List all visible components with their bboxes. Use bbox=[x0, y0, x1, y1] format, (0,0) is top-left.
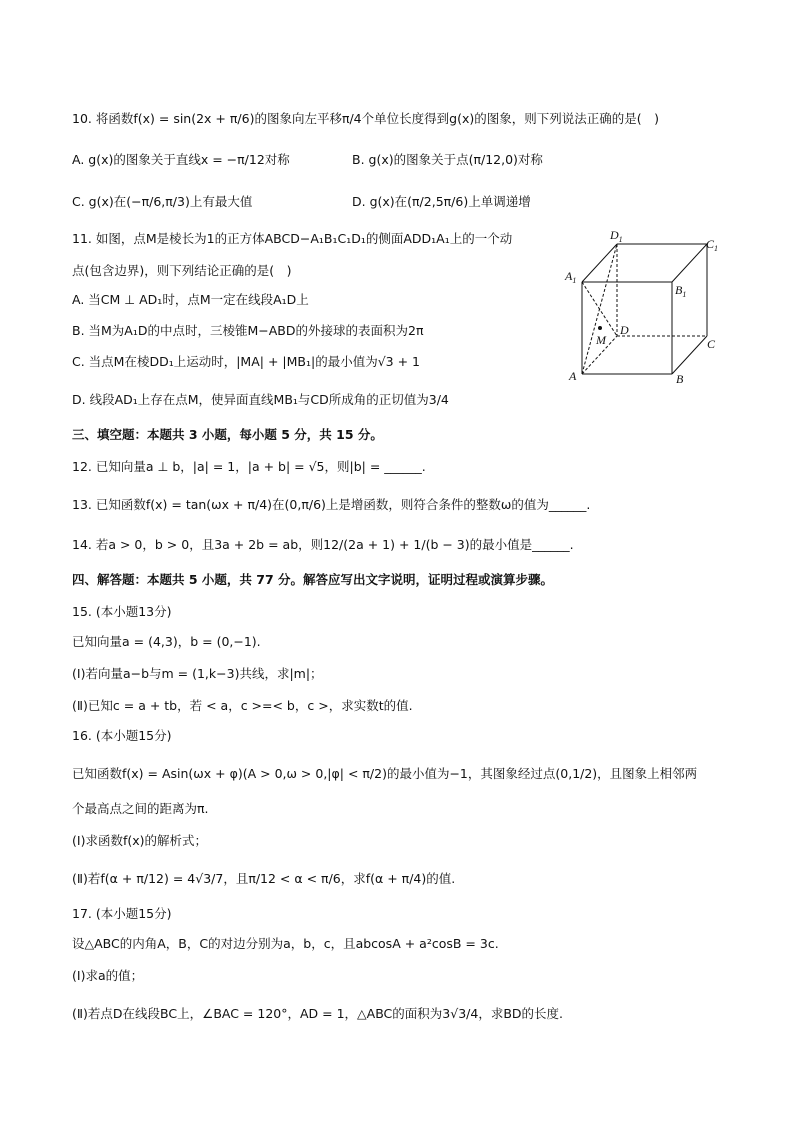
q11-option-b: B. 当M为A₁D的中点时，三棱锥M−ABD的外接球的表面积为2π bbox=[72, 323, 424, 338]
q11-option-d: D. 线段AD₁上存在点M，使异面直线MB₁与CD所成角的正切值为3/4 bbox=[72, 392, 449, 407]
section-3-title: 三、填空题：本题共 3 小题，每小题 5 分，共 15 分。 bbox=[72, 427, 383, 442]
q17-line3: (Ⅱ)若点D在线段BC上，∠BAC = 120°，AD = 1，△ABC的面积为3√3/4，求BD的长度. bbox=[72, 1006, 563, 1021]
q16-head: 16. (本小题15分) bbox=[72, 728, 172, 743]
q17-line2: (Ⅰ)求a的值； bbox=[72, 968, 144, 983]
label-b1: $B_1$ bbox=[675, 283, 687, 299]
label-d: D bbox=[620, 323, 629, 337]
section-4-title: 四、解答题：本题共 5 小题，共 77 分。解答应写出文字说明，证明过程或演算步骤。 bbox=[72, 572, 554, 587]
edge-b-c bbox=[672, 336, 707, 374]
q11-stem-line1: 11. 如图，点M是棱长为1的正方体ABCD−A₁B₁C₁D₁的侧面ADD₁A₁上的一个动 bbox=[72, 231, 513, 246]
q10-option-d: D. g(x)在(π/2,5π/6)上单调递增 bbox=[352, 194, 531, 209]
edge-a1-d1 bbox=[582, 244, 617, 282]
q14: 14. 若a > 0，b > 0，且3a + 2b = ab，则12/(2a + 1) + 1/(b − 3)的最小值是______. bbox=[72, 537, 574, 552]
q10-stem: 10. 将函数f(x) = sin(2x + π/6)的图象向左平移π/4个单位长度得到g(x)的图象，则下列说法正确的是( ) bbox=[72, 111, 659, 126]
cube-figure bbox=[562, 226, 722, 391]
label-a1: $A_1$ bbox=[565, 269, 577, 285]
q17-line1: 设△ABC的内角A，B，C的对边分别为a，b，c，且abcosA + a²cosB = 3c. bbox=[72, 936, 499, 951]
q16-line3: (Ⅰ)求函数f(x)的解析式； bbox=[72, 833, 207, 848]
point-m bbox=[598, 326, 602, 330]
q16-line1: 已知函数f(x) = Asin(ωx + φ)(A > 0,ω > 0,|φ| < π/2)的最小值为−1，其图象经过点(0,1/2)，且图象上相邻两 bbox=[72, 766, 698, 781]
q12: 12. 已知向量a ⊥ b，|a| = 1，|a + b| = √5，则|b| = ______. bbox=[72, 459, 426, 474]
label-c1: $C_1$ bbox=[706, 237, 719, 253]
q11-option-c: C. 当点M在棱DD₁上运动时，|MA| + |MB₁|的最小值为√3 + 1 bbox=[72, 354, 420, 369]
label-b: B bbox=[676, 372, 684, 386]
label-a: A bbox=[569, 369, 577, 383]
q11-stem-line2: 点(包含边界)，则下列结论正确的是( ) bbox=[72, 263, 292, 278]
q11-option-a: A. 当CM ⊥ AD₁时，点M一定在线段A₁D上 bbox=[72, 292, 309, 307]
q15-line2: (Ⅰ)若向量a−b与m = (1,k−3)共线，求|m|； bbox=[72, 666, 323, 681]
q10-option-c: C. g(x)在(−π/6,π/3)上有最大值 bbox=[72, 194, 253, 209]
q10-option-b: B. g(x)的图象关于点(π/12,0)对称 bbox=[352, 152, 543, 167]
q10-option-a: A. g(x)的图象关于直线x = −π/12对称 bbox=[72, 152, 290, 167]
q16-line2: 个最高点之间的距离为π. bbox=[72, 801, 209, 816]
q16-line4: (Ⅱ)若f(α + π/12) = 4√3/7，且π/12 < α < π/6，求f(α + π/4)的值. bbox=[72, 871, 456, 886]
q13: 13. 已知函数f(x) = tan(ωx + π/4)在(0,π/6)上是增函数，则符合条件的整数ω的值为______. bbox=[72, 497, 591, 512]
q15-line3: (Ⅱ)已知c = a + tb，若 < a，c >=< b，c >，求实数t的值. bbox=[72, 698, 413, 713]
q15-head: 15. (本小题13分) bbox=[72, 604, 172, 619]
edge-b1-c1 bbox=[672, 244, 707, 282]
label-c: C bbox=[707, 337, 716, 351]
label-d1: $D_1$ bbox=[610, 228, 623, 244]
q17-head: 17. (本小题15分) bbox=[72, 906, 172, 921]
q15-line1: 已知向量a = (4,3)，b = (0,−1). bbox=[72, 634, 261, 649]
label-m: M bbox=[596, 333, 606, 347]
